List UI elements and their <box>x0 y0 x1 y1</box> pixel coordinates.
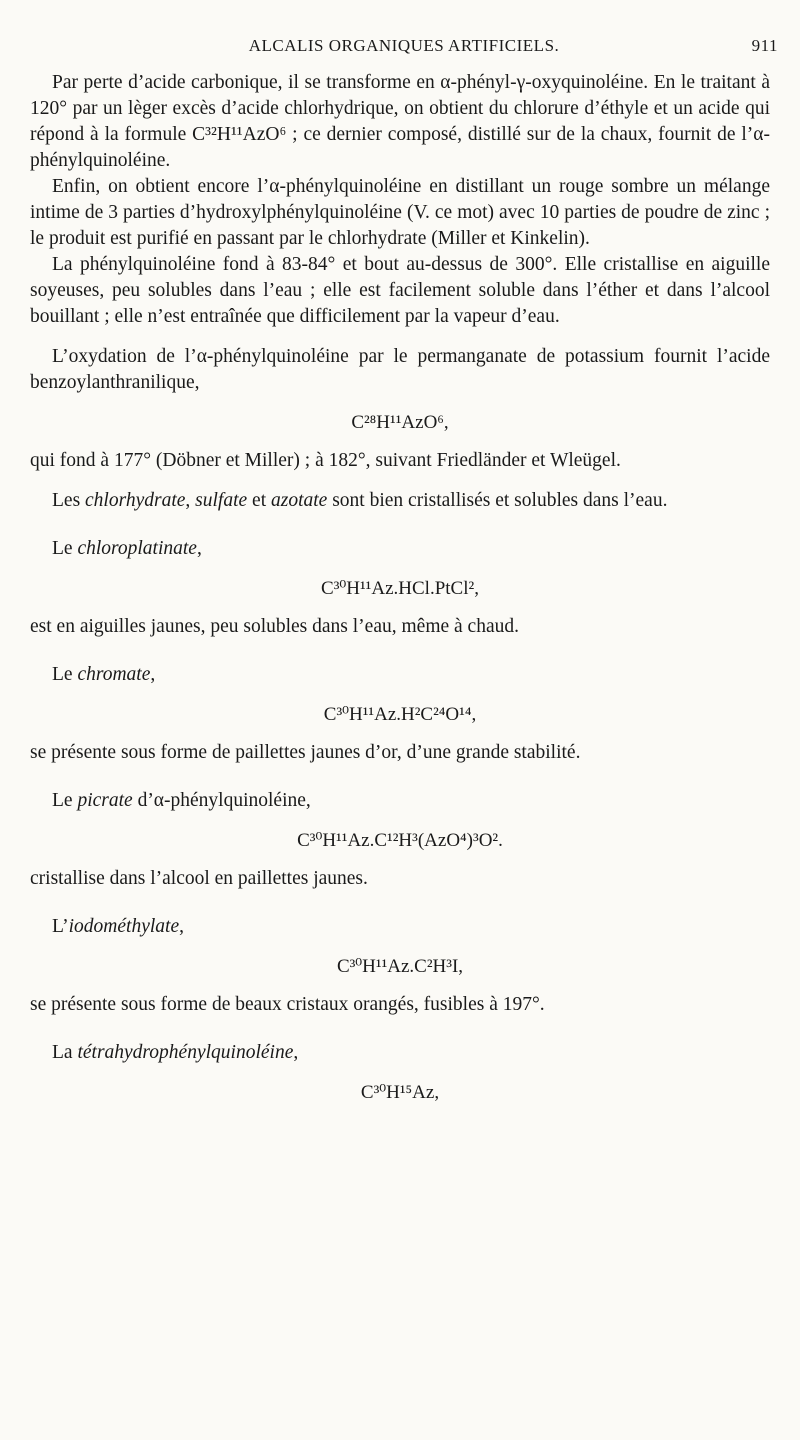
compound-label <box>30 536 770 562</box>
formula: C³⁰H¹¹Az.H²C²⁴O¹⁴, <box>323 704 477 725</box>
formula: C³⁰H¹¹Az.C²H³I, <box>336 956 464 977</box>
text-span: , <box>179 916 184 937</box>
formula: C³⁰H¹⁵Az, <box>360 1082 440 1103</box>
formula: C³⁰H¹¹Az.C¹²H³(AzO⁴)³O². <box>297 830 503 851</box>
compound-label <box>30 662 770 688</box>
paragraph: Par perte d’acide carbonique, il se transforme en α-phényl-γ-oxyquinoléine. En le traitant à 120° par un lèger excès d’acide chlorhydrique, on obtient du chlorure d’éthyle et un acide qui répond à la formule C³²H¹¹AzO⁶ ; ce dernier composé, distillé sur de la chaux, fournit de l’α-phénylquinoléine. <box>30 72 770 171</box>
italic-term: picrate <box>77 790 133 811</box>
italic-term: chromate <box>77 664 151 685</box>
text-span: L’ <box>52 916 69 937</box>
text-span: et <box>247 490 271 511</box>
paragraph: est en aiguilles jaunes, peu solubles dans l’eau, même à chaud. <box>30 616 519 637</box>
text-span: , <box>185 490 196 511</box>
paragraph: se présente sous forme de beaux cristaux orangés, fusibles à 197°. <box>30 994 545 1015</box>
italic-term: azotate <box>271 490 328 511</box>
paragraph <box>30 488 770 514</box>
paragraph: qui fond à 177° (Döbner et Miller) ; à 182°, suivant Friedländer et Wleügel. <box>30 450 621 471</box>
italic-term: iodométhylate <box>68 916 180 937</box>
paragraph: Enfin, on obtient encore l’α-phénylquinoléine en distillant un rouge sombre un mélange intime de 3 parties d’hydroxylphénylquinoléine (V. ce mot) avec 10 parties de poudre de zinc ; le produit est purifié en passant par le chlorhydrate (Miller et Kinkelin). <box>30 176 770 249</box>
paragraph: cristallise dans l’alcool en paillettes jaunes. <box>30 868 368 889</box>
text-span: , <box>150 664 156 685</box>
text-span: Les <box>52 490 86 511</box>
running-header <box>30 36 778 60</box>
text-span: d’α-phénylquinoléine, <box>132 790 311 811</box>
italic-term: chloroplatinate <box>77 538 197 559</box>
text-span: La <box>52 1042 78 1063</box>
text-span: , <box>196 538 202 559</box>
body-text <box>30 70 770 1118</box>
text-span: Le <box>52 664 78 685</box>
paragraph: La phénylquinoléine fond à 83-84° et bout au-dessus de 300°. Elle cristallise en aiguille soyeuses, peu solubles dans l’eau ; elle est facilement soluble dans l’éther et dans l’alcool bouillant ; elle n’est entraînée que difficilement par la vapeur d’eau. <box>30 254 770 327</box>
text-span: sont bien cristallisés et solubles dans l’eau. <box>327 490 668 511</box>
page-number: 911 <box>751 36 778 55</box>
compound-label <box>30 1040 770 1066</box>
compound-label <box>30 914 770 940</box>
italic-term: sulfate <box>195 490 248 511</box>
paragraph: se présente sous forme de paillettes jaunes d’or, d’une grande stabilité. <box>30 742 581 763</box>
text-span: Le <box>52 538 78 559</box>
text-span: Le <box>52 790 78 811</box>
compound-label <box>30 788 770 814</box>
formula: C³⁰H¹¹Az.HCl.PtCl², <box>321 578 479 599</box>
text-span: , <box>293 1042 299 1063</box>
header-title: ALCALIS ORGANIQUES ARTIFICIELS. <box>248 36 560 55</box>
paragraph: L’oxydation de l’α-phénylquinoléine par le permanganate de potassium fournit l’acide benzoylanthranilique, <box>30 346 770 393</box>
italic-term: chlorhydrate <box>85 490 186 511</box>
formula: C²⁸H¹¹AzO⁶, <box>351 412 449 433</box>
italic-term: tétrahydrophénylquinoléine <box>77 1042 294 1063</box>
